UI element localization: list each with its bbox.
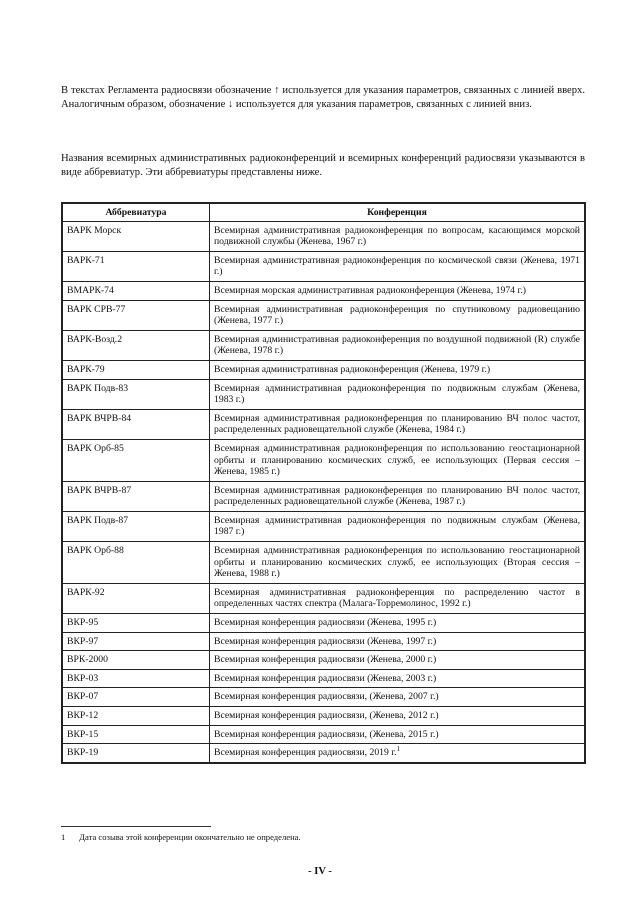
abbreviation-cell: ВАРК Орб-85	[62, 439, 210, 481]
footnote-reference: 1	[396, 744, 401, 753]
abbreviation-cell: ВКР-19	[62, 744, 210, 763]
conference-text: Всемирная административная радиоконференция по вопросам, касающимся морской подвижной службы (Женева, 1967 г.)	[214, 224, 580, 248]
conference-cell	[210, 379, 586, 409]
header-conference: Конференция	[210, 203, 586, 221]
page-number: - IV -	[308, 866, 332, 877]
conference-cell	[210, 360, 586, 379]
abbreviation-cell: ВАРК-79	[62, 360, 210, 379]
conference-cell	[210, 281, 586, 300]
abbreviation-cell: ВАРК Морск	[62, 221, 210, 251]
header-abbreviation: Аббревиатура	[62, 203, 210, 221]
table-row	[62, 330, 585, 360]
table-row	[62, 707, 585, 726]
abbreviation-cell: ВКР-12	[62, 707, 210, 726]
conference-text: Всемирная конференция радиосвязи, (Женева, 2007 г.)	[214, 691, 439, 703]
abbreviation-cell: ВКР-07	[62, 688, 210, 707]
conference-cell	[210, 439, 586, 481]
table-row	[62, 632, 585, 651]
table-row	[62, 651, 585, 670]
table-row	[62, 300, 585, 330]
conference-cell	[210, 542, 586, 584]
conference-cell	[210, 744, 586, 763]
abbreviations-table	[61, 202, 586, 764]
intro-paragraph-1: В текстах Регламента радиосвязи обозначение ↑ используется для указания параметров, связанных с линией вверх. Аналогичным образом, обозначение ↓ используется для указания параметров, связанных с линией вниз.	[61, 85, 585, 110]
table-row	[62, 409, 585, 439]
abbreviation-cell: ВАРК ВЧРВ-84	[62, 409, 210, 439]
table-row	[62, 360, 585, 379]
conference-cell	[210, 614, 586, 633]
conference-text: Всемирная конференция радиосвязи, (Женева, 2012 г.)	[214, 710, 439, 721]
abbreviation-cell: ВАРК ВЧРВ-87	[62, 481, 210, 511]
conference-text: Всемирная административная радиоконференция по подвижным службам (Женева, 1987 г.)	[214, 514, 580, 538]
table-row	[62, 439, 585, 481]
abbreviation-cell: ВАРК СРВ-77	[62, 300, 210, 330]
conference-cell	[210, 707, 586, 726]
conference-text: Всемирная конференция радиосвязи (Женева, 1997 г.)	[214, 635, 437, 647]
table-row	[62, 251, 585, 281]
table-row	[62, 511, 585, 541]
conference-text: Всемирная конференция радиосвязи (Женева, 2003 г.)	[214, 672, 437, 684]
table-row	[62, 281, 585, 300]
conference-cell	[210, 300, 586, 330]
footnote-text: Дата созыва этой конференции окончательно не определена.	[79, 832, 301, 842]
footnote-number: 1	[61, 832, 66, 842]
abbreviation-cell: ВРК-2000	[62, 651, 210, 670]
abbreviation-cell: ВАРК Орб-88	[62, 542, 210, 584]
conference-text: Всемирная административная радиоконференция (Женева, 1979 г.)	[214, 363, 491, 375]
table-row	[62, 379, 585, 409]
conference-text: Всемирная административная радиоконференция по использованию геостационарной орбиты и планированию космических служб, ее использующих (Вторая сессия – Женева, 1988 г.)	[214, 545, 580, 580]
conference-text: Всемирная конференция радиосвязи (Женева, 1995 г.)	[214, 617, 437, 629]
table-row	[62, 725, 585, 744]
conference-cell	[210, 583, 586, 613]
abbreviation-cell: ВАРК-71	[62, 251, 210, 281]
footnote	[61, 832, 301, 843]
conference-text: Всемирная административная радиоконференция по использованию геостационарной орбиты и планированию космических служб, ее использующих (Первая сессия – Женева, 1985 г.)	[214, 442, 580, 478]
abbreviation-cell: ВАРК-92	[62, 583, 210, 613]
table-row	[62, 614, 585, 633]
conference-cell	[210, 632, 586, 651]
conference-text: Всемирная конференция радиосвязи, (Женева, 2015 г.)	[214, 728, 439, 740]
conference-text: Всемирная административная радиоконференция по спутниковому радиовещанию (Женева, 1977 г.)	[214, 303, 580, 327]
abbreviation-cell: ВКР-97	[62, 632, 210, 651]
abbreviation-cell: ВКР-15	[62, 725, 210, 744]
abbreviation-cell: ВКР-95	[62, 614, 210, 633]
abbreviation-cell: ВАРК-Возд.2	[62, 330, 210, 360]
table-body	[62, 221, 585, 763]
conference-cell	[210, 481, 586, 511]
conference-text: Всемирная административная радиоконференция по воздушной подвижной (R) службе (Женева, 1978 г.)	[214, 333, 580, 357]
table-row	[62, 688, 585, 707]
table-row	[62, 481, 585, 511]
conference-text: Всемирная конференция радиосвязи, 2019 г.	[214, 747, 397, 759]
conference-cell	[210, 330, 586, 360]
intro-paragraph-2: Названия всемирных административных радиоконференций и всемирных конференций радиосвязи указываются в виде аббревиатур. Эти аббревиатуры представлены ниже.	[61, 153, 585, 178]
abbreviation-cell: ВМАРК-74	[62, 281, 210, 300]
abbreviation-cell: ВАРК Подв-87	[62, 511, 210, 541]
conference-cell	[210, 688, 586, 707]
conference-text: Всемирная административная радиоконференция по планированию ВЧ полос частот, распределенных радиовещательной службе (Женева, 1984 г.)	[214, 412, 580, 436]
table-row	[62, 669, 585, 688]
table-row	[62, 744, 585, 763]
conference-text: Всемирная административная радиоконференция по подвижным службам (Женева, 1983 г.)	[214, 382, 580, 406]
conference-cell	[210, 725, 586, 744]
conference-text: Всемирная административная радиоконференция по планированию ВЧ полос частот, распределенных радиовещательной службе (Женева, 1987 г.)	[214, 484, 580, 508]
conference-cell	[210, 511, 586, 541]
conference-text: Всемирная административная радиоконференция по космической связи (Женева, 1971 г.)	[214, 254, 580, 278]
conference-cell	[210, 669, 586, 688]
conference-cell	[210, 651, 586, 670]
conference-cell	[210, 251, 586, 281]
conference-text: Всемирная конференция радиосвязи (Женева, 2000 г.)	[214, 654, 437, 666]
conference-text: Всемирная морская административная радиоконференция (Женева, 1974 г.)	[214, 284, 526, 296]
abbreviation-cell: ВКР-03	[62, 669, 210, 688]
footnote-separator	[61, 826, 211, 827]
table-row	[62, 583, 585, 613]
table-row	[62, 221, 585, 251]
conference-cell	[210, 221, 586, 251]
table-row	[62, 542, 585, 584]
conference-cell	[210, 409, 586, 439]
abbreviation-cell: ВАРК Подв-83	[62, 379, 210, 409]
conference-text: Всемирная административная радиоконференция по распределению частот в определенных частях спектра (Малага-Торремолинос, 1992 г.)	[214, 586, 580, 610]
table-header-row	[62, 203, 585, 221]
